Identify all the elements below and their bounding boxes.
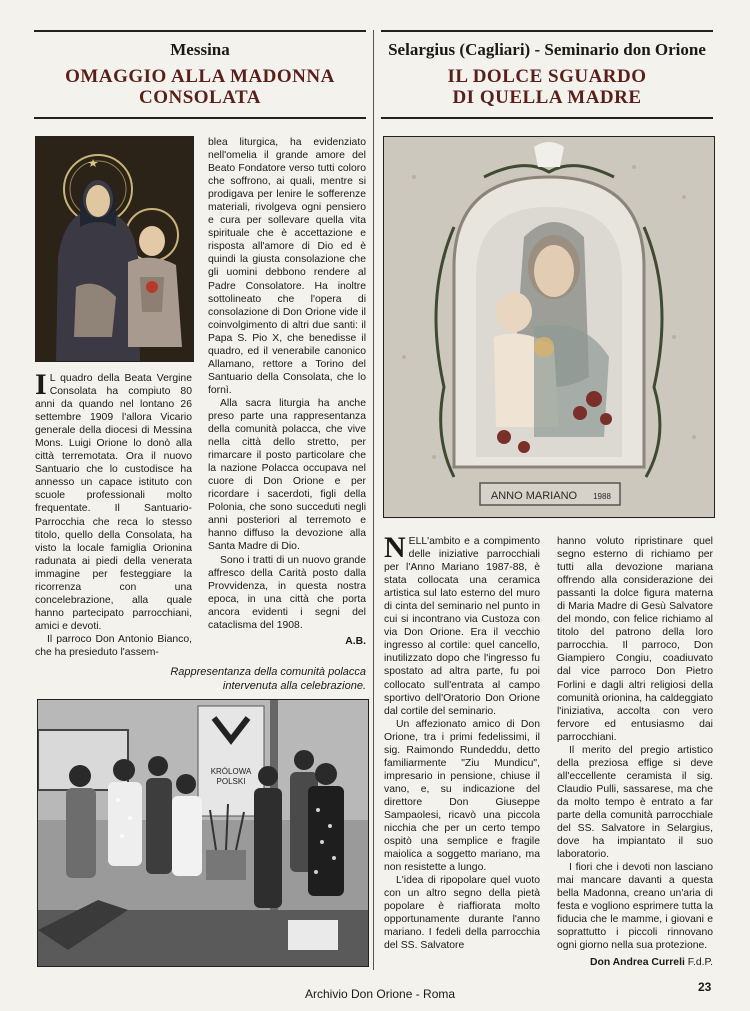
right-col2-paragraph-1: hanno voluto ripristinare quel segno esterno di richiamo per tutti alla devozione mariana offrendo alla considerazione dei passanti la dolce figura materna di Maria Madre di Gesù Salvatore del mondo, con felice richiamo al titolo del patrono della loro parrocchia. Il parroco, Don Giampiero Congiu, coadiuvato dal vice parroco Don Pietro Forlini e dagli altri religiosi della comunità orionina, ha caldeggiato l'iniziativa, accolta con vero fervore ed entusiasmo dai parrocchiani.: [557, 536, 713, 743]
left-col1-paragraph-2: Il parroco Don Antonio Bianco, che ha presieduto l'assem-: [35, 633, 192, 658]
banner-text-1: KRÓLOWA: [210, 767, 252, 776]
right-col2-paragraph-3: I fiori che i devoti non lasciano mai mancare davanti a questa bella Madonna, creano un'aria di festa e vogliono esprimere tutta la fiducia che le mamme, i giovani e soprattutto i piccoli rinnovano ogni giorno nella sua protezione.: [557, 862, 713, 952]
left-col1-p1-text: L quadro della Beata Vergine Consolata ha compiuto 80 anni da quando nel lontano 26 settembre 1909 l'allora Vicario generale della diocesi di Messina Mons. Luigi Orione lo donò alla città terremotata. Ora il nuovo Santuario che lo custodisce ha annesso un capace istituto con scuole professionali molto frequentate. Il Santuario-Parrocchia che reca lo stesso titolo, quello della Consolata, ha visto la locale famiglia Orionina radunata ai piedi della venerata immagine per festeggiare la ricorrenza con una concelebrazione, alla quale hanno partecipato parrocchiani, amici e devoti.: [35, 373, 192, 632]
right-signature-suffix: F.d.P.: [687, 956, 713, 968]
right-col2-paragraph-2: Il merito del pregio artistico della preziosa effige si deve all'eccellente ceramista il sig. Claudio Pulli, sassarese, ma che da molto tempo è entrato a far parte della comunità parrocchiale del SS. Salvatore in Selargius, dove ha impiantato il suo laboratorio.: [557, 744, 713, 861]
ceramic-madonna-photo: [383, 136, 715, 518]
left-article-column-1: [35, 368, 192, 659]
right-headline-line2: DI QUELLA MADRE: [452, 87, 642, 108]
left-photo-caption: [120, 665, 366, 693]
left-signature: A.B.: [345, 635, 366, 647]
polish-community-group-photo: [37, 699, 369, 967]
right-kicker: Selargius (Cagliari) - Seminario don Orione: [388, 40, 706, 59]
left-kicker: Messina: [170, 40, 230, 59]
right-col1-paragraph-1: [384, 531, 540, 718]
right-signature-name: Don Andrea Curreli: [589, 956, 685, 968]
painting-image: [36, 137, 193, 361]
right-col1-paragraph-3: L'idea di ripopolare quel vuoto con un altro segno della pietà popolare è riaffiorata molto opportunamente durante l'anno mariano. I fedeli della parrocchia del SS. Salvatore: [384, 875, 540, 952]
right-article-column-1: [384, 531, 540, 953]
column-divider: [373, 30, 374, 970]
plaque-text: ANNO MARIANO: [490, 490, 578, 502]
madonna-consolata-painting: [35, 136, 194, 362]
top-rule-left: [34, 30, 366, 32]
left-article-column-2: [208, 136, 366, 648]
footer-archive-label: Archivio Don Orione - Roma: [305, 987, 456, 1001]
left-col2-paragraph-1: blea liturgica, ha evidenziato nell'omelia il grande amore del Beato Fondatore verso tutti coloro che soffrono, ai quali, mentre si prodigava per lenire le sofferenze materiali, rivolgeva ogni pensiero e cura per sollevare quella vita spirituale che è accettazione e risposta all'amore di Dio ed è quindi la giusta consolazione che gli uomini debbono rendere al Padre Consolatore. Ha inoltre sottolineato che l'opera di consolazione di Don Orione vide il coinvolgimento di altri due santi: il Papa S. Pio X, che benedisse il quadro, ed il venerabile canonico Allamano, rettore a Torino del Santuario della Consolata, che lo fornì.: [208, 137, 366, 396]
caption-line-1: Rappresentanza della comunità polacca: [170, 666, 366, 678]
left-col2-paragraph-2: Alla sacra liturgia ha anche preso parte una rappresentanza della comunità polacca, che vive nella città dello stretto, per rimarcare il posto particolare che la nazione Polacca occupava nel cuore di Don Orione e per ricordare i sacerdoti, figli della Polonia, che sono succeduti negli anni posteriori al terremoto e hanno diffuso la devozione alla Santa Madre di Dio.: [208, 397, 366, 553]
right-headline-rule: [381, 117, 713, 119]
banner-text-2: POLSKI: [216, 777, 246, 786]
left-col2-paragraph-3: Sono i tratti di un nuovo grande affresco della Carità posto dalla Provvidenza, in questa nostra epoca, in una città che porta ancora evidenti i segni del cataclisma del 1908.: [208, 554, 366, 631]
right-dropcap: N: [384, 531, 406, 564]
right-headline-line1: IL DOLCE SGUARDO: [447, 66, 647, 87]
left-headline-line2: CONSOLATA: [138, 87, 262, 108]
left-headline: [34, 66, 366, 108]
right-col1-paragraph-2: Un affezionato amico di Don Orione, tra i primi fedelissimi, il sig. Raimondo Rundeddu, detto familiarmente "Ziu Mundicu", impresario in pensione, chiuse il vano, e, su indicazione del direttore Don Giuseppe Sampaolesi, ricavò una piccola nicchia che per un certo tempo ospitò una semplice e fragile maiolica a soggetto mariano, ma non resistette a lungo.: [384, 718, 540, 874]
right-signature: [557, 956, 713, 969]
caption-line-2: intervenuta alla celebrazione.: [222, 680, 366, 692]
right-article-column-2: [557, 535, 713, 969]
group-photo-image: [38, 700, 368, 966]
left-dropcap: I: [35, 368, 47, 401]
page-number: 23: [698, 980, 712, 994]
left-headline-line1: OMAGGIO ALLA MADONNA: [65, 66, 335, 87]
top-rule-right: [381, 30, 713, 32]
left-col1-paragraph-1: [35, 368, 192, 633]
left-headline-rule: [34, 117, 366, 119]
right-headline: [381, 66, 713, 108]
ceramic-photo-image: [384, 137, 714, 517]
plaque-year: 1988: [593, 492, 611, 501]
right-col1-p1-text: ELL'ambito e a compimento delle iniziative parrocchiali per l'Anno Mariano 1987-88, è stata collocata una ceramica artistica sul lato esterno del muro di cinta del seminario nel punto in cui si incontrano via Custoza con via Don Orione. Era il vecchio ingresso al cortile: quel cancello, inutilizzato dopo che l'ingresso fu spostato ad altra parte, fu poi collocato sull'entrata al campo sportivo dell'Oratorio Don Orione dal cortile del seminario.: [384, 536, 540, 717]
